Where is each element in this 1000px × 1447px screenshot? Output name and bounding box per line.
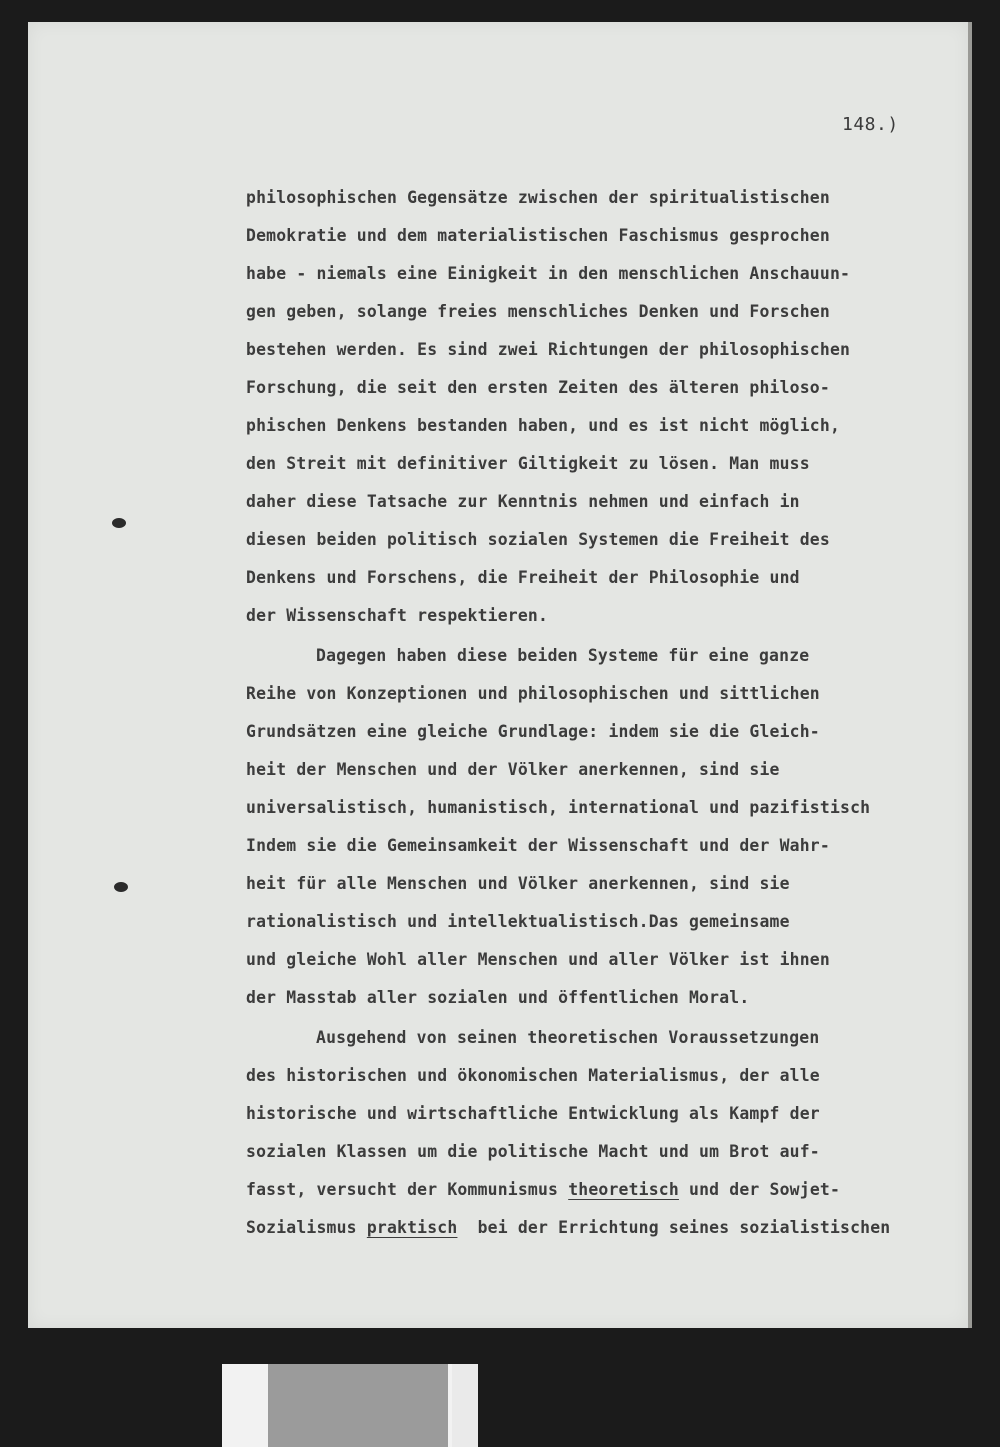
- backing-card-edge: [452, 1364, 478, 1447]
- text-segment: Sozialismus: [246, 1218, 367, 1237]
- text-line: habe - niemals eine Einigkeit in den menschlichen Anschauun-: [246, 264, 851, 283]
- page-edge: [968, 22, 972, 1328]
- text-line: den Streit mit definitiver Giltigkeit zu lösen. Man muss: [246, 454, 810, 473]
- text-line: [246, 1218, 890, 1237]
- paragraph-start: Ausgehend von seinen theoretischen Voraussetzungen: [316, 1028, 820, 1047]
- text-line: der Masstab aller sozialen und öffentlichen Moral.: [246, 988, 750, 1007]
- text-line: phischen Denkens bestanden haben, und es ist nicht möglich,: [246, 416, 841, 435]
- text-line: Forschung, die seit den ersten Zeiten des älteren philoso-: [246, 378, 830, 397]
- text-segment: bei der Errichtung seines sozialistischen: [457, 1218, 891, 1237]
- text-segment: fasst, versucht der Kommunismus: [246, 1180, 569, 1199]
- text-line: heit für alle Menschen und Völker anerkennen, sind sie: [246, 874, 790, 893]
- punch-hole: [112, 518, 126, 528]
- text-line: Indem sie die Gemeinsamkeit der Wissenschaft und der Wahr-: [246, 836, 830, 855]
- text-line: philosophischen Gegensätze zwischen der spiritualistischen: [246, 188, 830, 207]
- text-line: Denkens und Forschens, die Freiheit der Philosophie und: [246, 568, 800, 587]
- text-line: der Wissenschaft respektieren.: [246, 606, 549, 625]
- text-segment: und der Sowjet-: [678, 1180, 841, 1199]
- paragraph-start: Dagegen haben diese beiden Systeme für eine ganze: [316, 646, 810, 665]
- page-number: 148.): [842, 114, 899, 135]
- text-line: des historischen und ökonomischen Materialismus, der alle: [246, 1066, 820, 1085]
- typewritten-page: [28, 22, 968, 1328]
- text-line: gen geben, solange freies menschliches Denken und Forschen: [246, 302, 830, 321]
- text-line: sozialen Klassen um die politische Macht und um Brot auf-: [246, 1142, 820, 1161]
- text-line: Grundsätzen eine gleiche Grundlage: indem sie die Gleich-: [246, 722, 820, 741]
- text-line: Demokratie und dem materialistischen Faschismus gesprochen: [246, 226, 830, 245]
- text-line: rationalistisch und intellektualistisch.Das gemeinsame: [246, 912, 790, 931]
- text-line: bestehen werden. Es sind zwei Richtungen der philosophischen: [246, 340, 851, 359]
- text-line: Reihe von Konzeptionen und philosophischen und sittlichen: [246, 684, 820, 703]
- text-line: daher diese Tatsache zur Kenntnis nehmen und einfach in: [246, 492, 800, 511]
- text-line: und gleiche Wohl aller Menschen und aller Völker ist ihnen: [246, 950, 830, 969]
- underlined-word: theoretisch: [568, 1180, 679, 1199]
- text-line: universalistisch, humanistisch, international und pazifistisch: [246, 798, 871, 817]
- text-line: heit der Menschen und der Völker anerkennen, sind sie: [246, 760, 780, 779]
- text-line: diesen beiden politisch sozialen Systemen die Freiheit des: [246, 530, 830, 549]
- underlined-word: praktisch: [366, 1218, 458, 1237]
- text-line: historische und wirtschaftliche Entwicklung als Kampf der: [246, 1104, 820, 1123]
- text-line: [246, 1180, 840, 1199]
- color-reference-strip: [268, 1364, 448, 1447]
- punch-hole: [114, 882, 128, 892]
